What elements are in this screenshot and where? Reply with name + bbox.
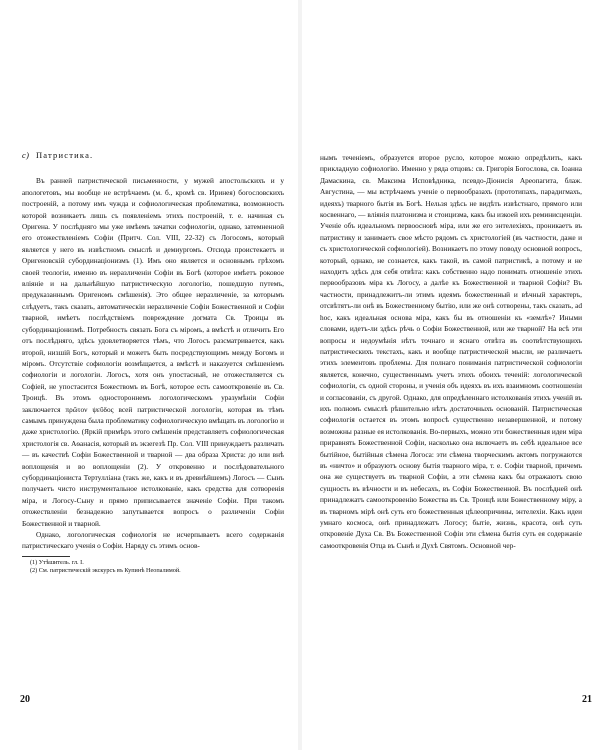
left-paragraph-1: Въ ранней патристической письменности, у мужей апостольскихъ и у апологетовъ, мы вообще не встрѣчаемъ (м. б., кромѣ св. Иринея) богословскихъ построеній, а потому имъ чужда и софиологическая проблематика, возможность которой возникаетъ лишь съ появленіемъ этихъ построеній, т. е. начиная съ Оригена. У послѣдняго мы уже имѣемъ зачатки софиологіи, однако, затемненной его отожествленіемъ Софіи (Притч. Сол. VIII, 22-32) съ Логосомъ, который является у него въ извѣстномъ смыслѣ и демиургомъ. Отсюда проистекаетъ и Оригеновскій субординаціонизмъ (1). Имъ оно является и основнымъ грѣхомъ своей теологіи, именно въ неразличеніи Софіи въ Богѣ (которое имѣетъ роковое вліяніе и на дальнѣйшую патристическую логологію, пошедшую путемъ, предуказаннымъ Оригеномъ смѣшенія). Это общее неразличеніе, за которымъ слѣдуетъ, такъ сказать, автоматическіи неразличеніе Софіи Божественной и Софіи тварной, имѣетъ послѣдствіемъ повреждение догмата Св. Троицы въ субординаціонизмѣ. Потребность связать Бога съ міромъ, а вмѣстѣ и отличить Его отъ послѣдняго, здѣсь удовлетворяется тѣмъ, что Логосъ разсматривается, какъ второй, низшій Богъ, который и можетъ быть посредствующимъ между Богомъ и міромъ. Отсутствіе софиологіи возмѣщается, а вмѣстѣ и наказуется смѣшеніемъ софиологіи и логологіи. Логосъ, хотя онъ упостасный, не отожествляется съ Софіей, не упостасится Божествомъ въ Богѣ, которое есть самооткровеніе въ Св. Троицѣ. Въ этомъ одностороннемъ логологическомъ уразумѣніи Софіи заключается πρῶτον ψεῦδος всей патристической логологіи, которая въ тѣмъ самымъ принуждена была проблематику софиологическую вмѣщать въ логологію и даже христологію. (Яркій примѣръ этого смѣшенія представляетъ софиологическая христологія св. Аѳанасія, который въ экзегезѣ Пр. Сол. VIII принуждаетъ различать — въ качествѣ Софіи Божественной и тварной — два образа Христа: до или внѣ воплощенія и во воплощеніи (2). У откровенно и послѣдовательного субординаціониста Тертулліана (такъ же, какъ и въ древнѣйшемъ) Логосъ — Сынъ получаетъ чисто инструментальное истолкованіе, какъ средства для сотворенія міра, и Логосу-Сыну и прямо приписывается значеніе Софіи. При такомъ отожествленіи безнадежно запутывается вопросъ о различеніи Софіи Божественной и тварной. <box>22 176 284 528</box>
section-title: Патристика. <box>35 150 94 160</box>
section-heading <box>22 150 284 161</box>
left-page-number: 20 <box>20 694 30 705</box>
left-text-column <box>22 150 284 576</box>
right-paragraph-1: нымъ теченіемъ, образуется второе русло, которое можно опредѣлить, какъ прикладную софиологію. Именно у ряда отцовъ: св. Григорія Богослова, св. Іоанна Дамаскина, св. Максима Исповѣдника, псевдо-Діонисія Ареопагита, блаж. Августина, — мы встрѣчаемъ ученіе о первообразахъ (прототипахъ, парадигмахъ, идеяхъ) тварного бытія въ Богѣ. Нельзя здѣсь не видѣть извѣстнаго, прямого или косвеннаго, — вліянія платонизма и стоицизма, какъ бы изкоей ихъ реминисценціи. Ученіе объ идеальномъ первоосновѣ міра, или же его энтелехіяхъ, проникаетъ въ патристику и занимаетъ свое мѣсто рядомъ съ христологіей (въ частности, даже и съ христологической софиологіей). Возникаетъ по этому поводу основной вопросъ, который, однако, не сознается, какъ такой, въ самой патристикѣ, а потому и не находитъ здѣсь для себя отвѣта: какъ собственно надо понимать отношеніе этихъ первообразовъ міра къ Логосу, а далѣе къ Божественной и тварной Софіи? Въ частности, принадлежитъ-ли этимъ идеямъ божественный и вѣчный характеръ, отсвѣтятъ-ли онѣ въ Божественному бытію, или же онѣ сотворены, такъ сказать, ad hoc, какъ идеальная основа міра, какъ бы въ отношеніи къ «землѣ»? Иными словами, идетъ-ли здѣсь рѣчь о Софіи Божественной, или же тварной? На всѣ эти вопросы и недоумѣнія нѣтъ точнаго и яснаго отвѣта въ соотвѣтствующихъ патристическихъ текстахъ, какъ и вообще патристической мысли, не различаетъ этихъ элементовъ проблемы. Для полнаго пониманія патристической софиологіи является, конечно, существеннымъ учетъ этихъ обоихъ теченій: логологической софиологіи, съ одной стороны, и ученія объ идеяхъ въ ихъ взаимномъ соотношеніи и согласованіи, съ другой. Однако, для опредѣленнаго истолкованія этихъ ученій въ ихъ полномъ смыслѣ рѣшительно нѣтъ достаточныхъ основаній. Патристическая софиологія остается въ этомъ вопросѣ существенно незавершенной, и потому возможны разные ея истолкованія. Во-первыхъ, можно эти божественныя идеи міра приравнять Божественной Софіи, насколько она включаетъ въ себѣ идеальное все бытійное, бытійныя сѣмена Логоса: эти сѣмена творческимъ актомъ погружаются въ «ничто» и образуютъ основу бытія тварного міра, т. е. Софіи тварной, причемъ она же существуетъ въ тварной Софіи, а эти сѣмена какъ бы отражаютъ свою сущность въ вѣчности и въ небесахъ, въ Софіи Божественной. Въ послѣдней онѣ принадлежатъ самооткровенію Божества въ Св. Троицѣ или Божественному міру, а въ тварномъ мірѣ онѣ суть его божественныя цѣлеопричины, энтелехіи. Какъ идеи умнаго космоса, онѣ принадлежатъ Логосу; бытіе, жизнь, красота, онѣ суть откровеніе Духа Св. Въ Божественной Софіи эти сѣмена бытія суть ея содержаніе самооткровенія Отца въ Сынѣ и Духѣ Святомъ. Основной чер- <box>320 153 582 550</box>
section-letter: с) <box>22 150 30 160</box>
right-text-column <box>320 152 582 551</box>
footnote-rule <box>22 556 70 557</box>
right-page-number: 21 <box>582 694 592 705</box>
footnote-1: (1) Утѣшитель. гл. I. <box>30 558 84 566</box>
right-page <box>300 0 600 750</box>
left-paragraph-2: Однако, логологическая софиологія не исчерпываетъ всего содержанія патристическаго ученія о Софіи. Наряду съ этимъ основ- <box>22 530 284 551</box>
footnote-2: (2) См. патристическій экскурсъ въ Купинѣ Неопалимой. <box>30 567 181 575</box>
